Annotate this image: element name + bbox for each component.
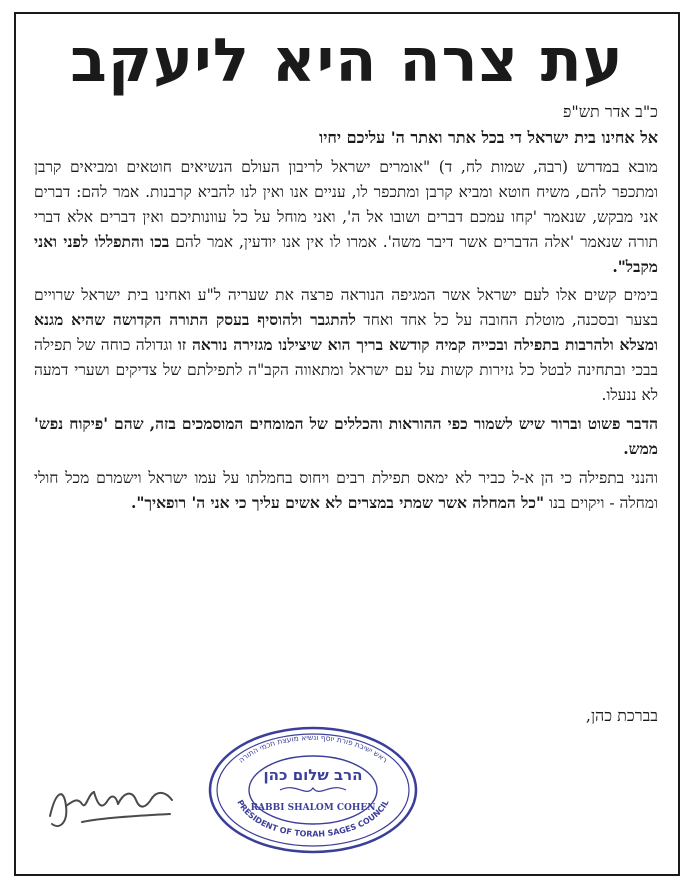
letter-body (34, 126, 658, 520)
signature-icon (42, 770, 182, 840)
stamp-ornament (280, 788, 346, 792)
paragraph-difficult-days (34, 283, 658, 408)
paragraph-midrash-text: מובא במדרש (רבה, שמות לח, ד) "אומרים ישראל לריבון העולם הנשיאים חוטאים ומביאים קרבן ומתכפר להם, משיח חוטא ומביא קרבן ומתכפר לו, עניים אנו ואין לנו להביא קרבנות. אמר להם: דברים אני מבקש, שנאמר 'קחו עמכם דברים ושובו אל ה', ואני מוחל על כל עוונותיכם ואין דברים אלא דברי תורה שנאמר 'אלה הדברים אשר דיבר משה'. אמרו לו אין אנו יודעין, אמר להם (34, 157, 659, 251)
paragraph-midrash-bold: בכו והתפללו לפני ואני מקבל". (34, 231, 658, 276)
paragraph-difficult-days-bold: להתגבר ולהוסיף בעסק התורה הקדושה שהיא מגנא ומצלא ולהרבות בתפילה ובכייה קמיה קודשא בריך הוא שיצילנו מגזירה נוראה זו (34, 310, 658, 355)
stamp-outer-ring-arc: ראש ישיבת פורת יוסף ונשיא מועצת חכמי התורה (236, 732, 390, 765)
rabbi-stamp (206, 724, 420, 856)
paragraph-difficult-days-text: בימים קשים אלו לעם ישראל אשר המגיפה הנוראה פרצה את שעריה ל"ע ואחינו בית ישראל שרויים בצער ובסכנה, מוטלת החובה על כל אחד ואחד (34, 286, 658, 330)
stamp-english-title: PRESIDENT OF TORAH SAGES COUNCIL (235, 798, 391, 839)
paragraph-difficult-days-end: וגדולה כוחה של תפילה בבכי ובתחינה לבטל כל גזירות קשות על עם ישראל ומתאווה הקב"ה לתפילתם של צדיקים ושערי דמעה לא ננעלו. (34, 336, 658, 405)
stamp-hebrew-name: הרב שלום כהן (263, 766, 363, 784)
letter-date: כ"ב אדר תש"פ (562, 102, 658, 121)
paragraph-prayer (34, 466, 658, 516)
stamp-english-name: RABBI SHALOM COHEN (250, 803, 376, 813)
paragraph-prayer-bold: "כל המחלה אשר שמתי במצרים לא אשים עליך כי אני ה' רופאיך". (130, 492, 545, 512)
closing-blessing: בברכת כהן, (585, 706, 658, 725)
paragraph-midrash (34, 155, 658, 280)
letter-title: עת צרה היא ליעקב (70, 26, 624, 96)
paragraph-instructions: הדבר פשוט וברור שיש לשמור כפי ההוראות והכללים של המומחים המוסמכים בזה, שהם 'פיקוח נפש' ממש. (34, 413, 658, 458)
greeting: אל אחינו בית ישראל די בכל אתר ואתר ה' עליכם יחיו (319, 128, 658, 147)
paragraph-prayer-text: והנני בתפילה כי הן א-ל כביר לא ימאס תפילת רבים ויחוס בחמלתו על עמו ישראל וישמרם מכל חולי ומחלה - ויקוים בנו (34, 468, 658, 512)
